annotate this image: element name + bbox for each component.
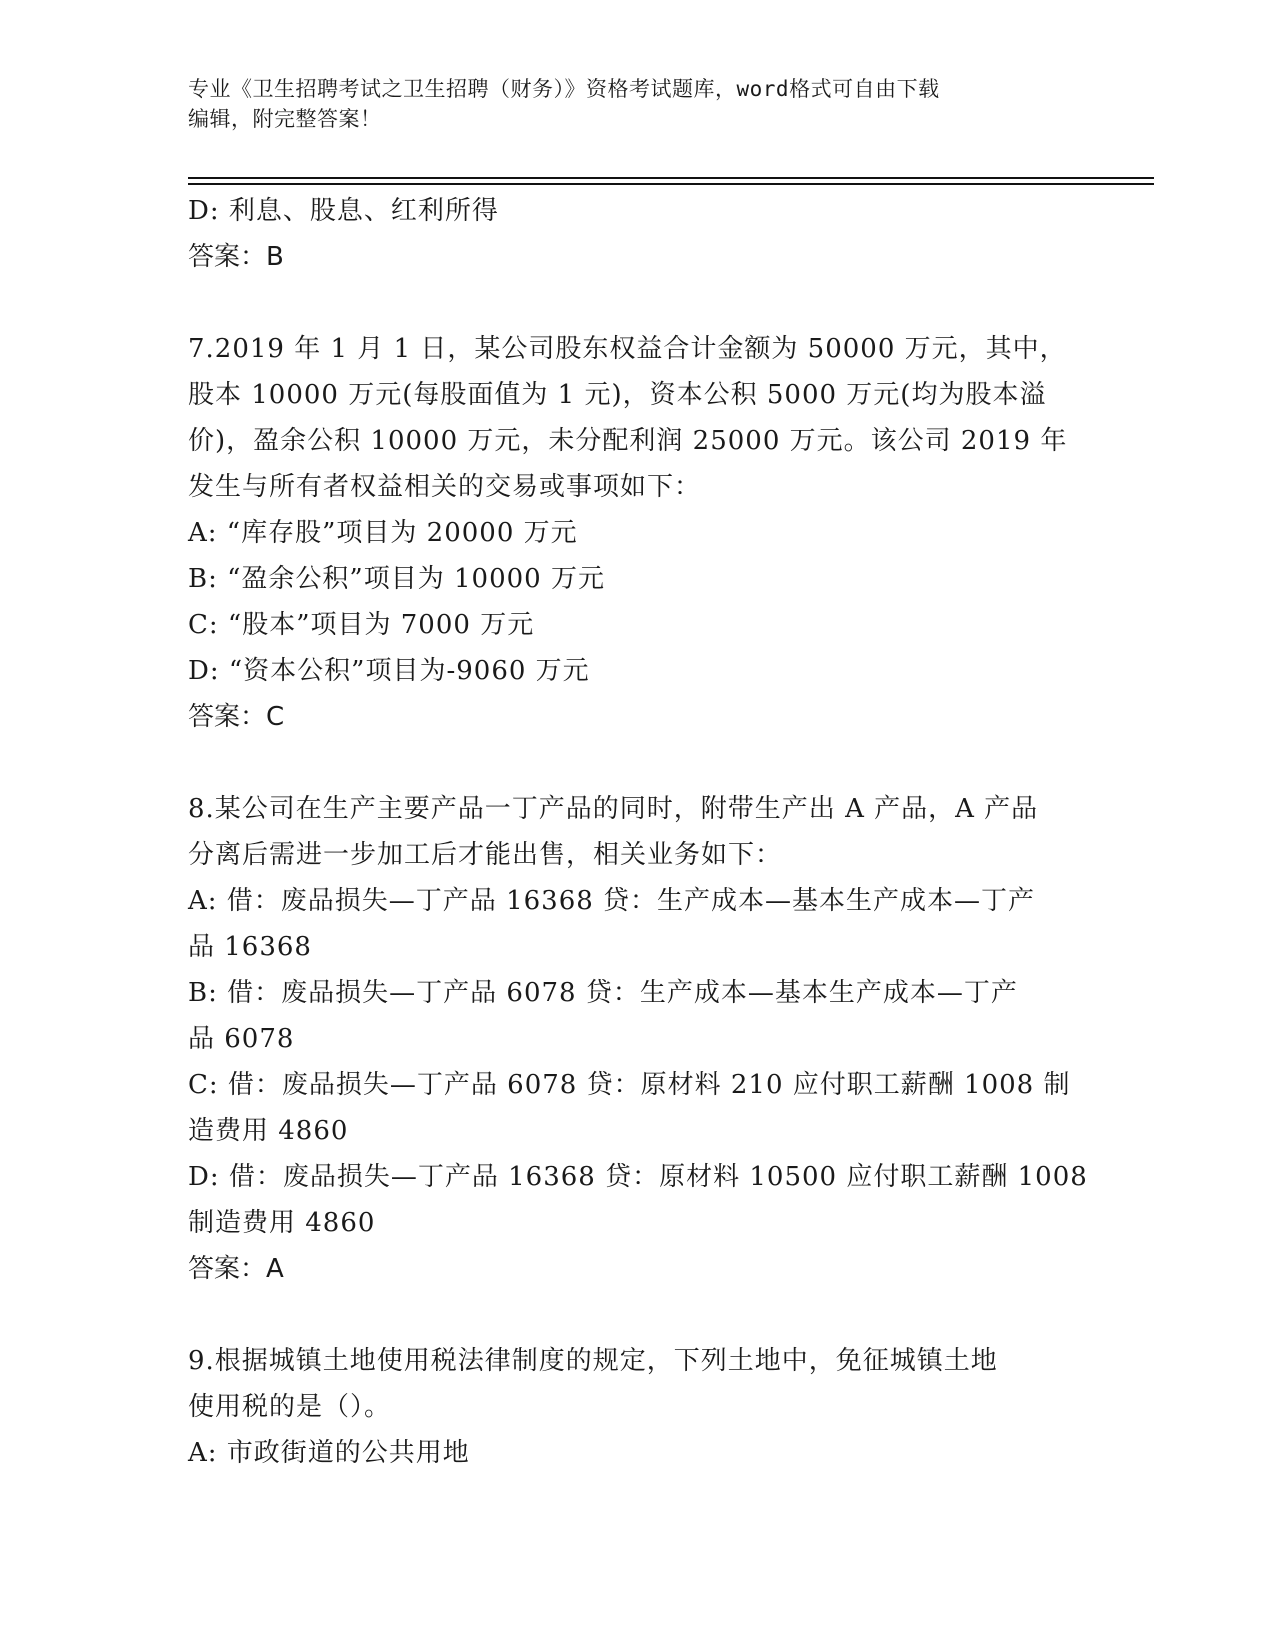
q7-stem-line: 价)，盈余公积 10000 万元，未分配利润 25000 万元。该公司 2019 年: [188, 426, 1068, 456]
q7-stem-line: 发生与所有者权益相关的交易或事项如下：: [188, 472, 702, 502]
q8-option-a: A: 借：废品损失—丁产品 16368 贷：生产成本—基本生产成本—丁产: [188, 886, 1036, 916]
q9-stem-line: 使用税的是（）。: [188, 1392, 392, 1422]
q8-option-b-cont: 品 6078: [188, 1024, 295, 1054]
q8-option-b: B: 借：废品损失—丁产品 6078 贷：生产成本—基本生产成本—丁产: [188, 978, 1018, 1008]
header-divider-bottom: [188, 183, 1154, 185]
header-divider-top: [188, 177, 1154, 179]
question-7: [188, 326, 1108, 740]
header-line-1: 专业《卫生招聘考试之卫生招聘（财务）》资格考试题库，word格式可自由下载: [188, 77, 940, 101]
prev-answer: 答案：B: [188, 242, 284, 272]
q8-answer: 答案：A: [188, 1254, 284, 1284]
q8-option-d: D: 借：废品损失—丁产品 16368 贷：原材料 10500 应付职工薪酬 1008: [188, 1162, 1088, 1192]
q7-answer: 答案：C: [188, 702, 285, 732]
prev-option-d: D: 利息、股息、红利所得: [188, 196, 499, 226]
question-9: [188, 1338, 1108, 1476]
q8-stem-line: 分离后需进一步加工后才能出售，相关业务如下：: [188, 840, 783, 870]
question-8: [188, 786, 1108, 1292]
q8-option-c: C: 借：废品损失—丁产品 6078 贷：原材料 210 应付职工薪酬 1008 制: [188, 1070, 1071, 1100]
q7-option-a: A: “库存股”项目为 20000 万元: [188, 518, 578, 548]
q7-stem-line: 股本 10000 万元(每股面值为 1 元)，资本公积 5000 万元(均为股本溢: [188, 380, 1047, 410]
q9-option-a: A: 市政街道的公共用地: [188, 1438, 470, 1468]
q9-stem-line: 9.根据城镇土地使用税法律制度的规定，下列土地中，免征城镇土地: [188, 1346, 998, 1376]
q8-option-d-cont: 制造费用 4860: [188, 1208, 376, 1238]
q7-stem-line: 7.2019 年 1 月 1 日，某公司股东权益合计金额为 50000 万元，其中，: [188, 334, 1067, 364]
question-content: [188, 188, 1108, 1476]
header-line-2: 编辑，附完整答案！: [188, 107, 382, 131]
q7-option-d: D: “资本公积”项目为-9060 万元: [188, 656, 590, 686]
q8-option-c-cont: 造费用 4860: [188, 1116, 349, 1146]
document-header: [188, 74, 1088, 134]
q8-stem-line: 8.某公司在生产主要产品一丁产品的同时，附带生产出 A 产品，A 产品: [188, 794, 1039, 824]
q8-option-a-cont: 品 16368: [188, 932, 312, 962]
q7-option-b: B: “盈余公积”项目为 10000 万元: [188, 564, 605, 594]
q7-option-c: C: “股本”项目为 7000 万元: [188, 610, 535, 640]
